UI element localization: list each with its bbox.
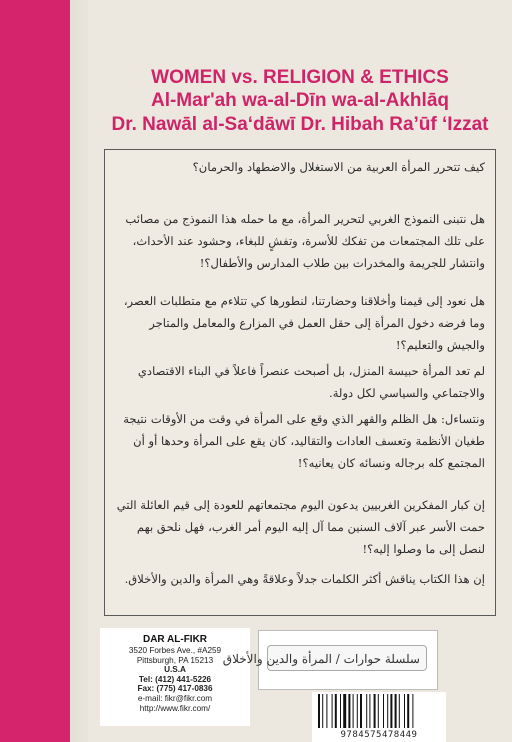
barcode-bar — [378, 694, 379, 728]
barcode-bar — [335, 694, 337, 728]
blurb-panel — [104, 149, 496, 616]
barcode-number: 9784575478449 — [340, 730, 418, 740]
barcode-bar — [360, 694, 362, 728]
barcode-bar — [412, 694, 413, 728]
barcode-bar — [404, 694, 405, 728]
publisher-address-1: 3520 Forbes Ave., #A259 — [128, 646, 222, 655]
publisher-tel: Tel: (412) 441-5226 — [138, 674, 212, 684]
barcode-bar — [399, 694, 400, 728]
barcode-bar — [343, 694, 346, 728]
barcode-bar — [322, 694, 323, 728]
barcode-bar — [369, 694, 370, 728]
blurb-paragraph-1: كيف تتحرر المرأة العربية من الاستغلال والاضطهاد والحرمان؟ — [192, 160, 485, 174]
barcode-bar — [318, 694, 320, 728]
barcode-bar — [390, 694, 392, 728]
barcode-bar — [395, 694, 397, 728]
title-block — [100, 66, 500, 137]
publisher-email: e-mail: fikr@fikr.com — [137, 693, 213, 703]
title-english: WOMEN vs. RELIGION & ETHICS — [151, 67, 449, 88]
barcode-bar — [407, 694, 409, 728]
series-label: سلسلة حوارات / المرأة والدين والأخلاق — [267, 645, 427, 671]
blurb-paragraph-2: هل نتبنى النموذج الغربي لتحرير المرأة، مع ما حمله هذا النموذج من مصائب على تلك المجتمعات من تفكك للأسرة، وتفشٍ للبغاء، وحشود عند الأحداث، وانتشار للجريمة والمخدرات بين طلاب المدارس والأطفال؟! — [125, 212, 485, 270]
blurb-paragraph-5: ونتساءل: هل الظلم والقهر الذي وقع على المرأة في وقت من الأوقات نتيجة طغيان الأنظمة وتعسف العادات والتقاليد، كان يقع على المرأة وحدها أو أن المجتمع كله برجاله ونسائه كان يعانيه؟! — [123, 412, 485, 470]
barcode-bar — [357, 694, 358, 728]
blurb-paragraph-6: إن كبار المفكرين الغربيين يدعون اليوم مجتمعاتهم للعودة إلى قيم العائلة التي حمت الأسر عبر آلاف السنين مما آل إليه اليوم أمر الغرب، فهل نلحق بهم لنصل إلى ما وصلوا إليه؟! — [116, 498, 485, 556]
publisher-website: http://www.fikr.com/ — [139, 703, 211, 713]
barcode-bar — [383, 694, 384, 728]
isbn-barcode — [312, 692, 446, 742]
authors-line: Dr. Nawāl al-Saʻdāwī Dr. Hibah Raʼūf ʻIzzat — [111, 114, 489, 135]
publisher-country: U.S.A — [164, 665, 186, 675]
publisher-box — [100, 628, 250, 726]
barcode-bar — [366, 694, 367, 728]
series-label-box — [222, 630, 438, 690]
barcode-bar — [340, 694, 341, 728]
publisher-name: DAR AL-FIKR — [142, 634, 208, 645]
title-transliteration: Al-Mar'ah wa-al-Dīn wa-al-Akhlāq — [150, 90, 449, 111]
barcode-bar — [374, 694, 376, 728]
barcode-bar — [326, 694, 327, 728]
blurb-paragraph-3: هل نعود إلى قيمنا وأخلاقنا وحضارتنا، لنطورها كي تتلاءم مع متطلبات العصر، وما فرضه دخول المرأة إلى حقل العمل في المزارع والمعامل والمتاجر والجيش والتعليم؟! — [123, 294, 485, 352]
barcode-bar — [332, 694, 333, 728]
magenta-spine-stripe — [0, 0, 70, 742]
barcode-bar — [387, 694, 388, 728]
barcode-bar — [348, 694, 350, 728]
barcode-bar — [353, 694, 354, 728]
publisher-fax: Fax: (775) 417-0836 — [137, 684, 213, 694]
barcode-bars — [316, 694, 442, 728]
blurb-paragraph-7: إن هذا الكتاب يناقش أكثر الكلمات جدلاً وعلاقةً وهي المرأة والدين والأخلاق. — [124, 572, 485, 586]
blurb-paragraph-4: لم تعد المرأة حبيسة المنزل، بل أصبحت عنصراً فاعلاً في البناء الاقتصادي والاجتماعي والسياسي لكل دولة. — [137, 364, 485, 400]
publisher-address-2: Pittsburgh, PA 15213 — [136, 655, 214, 665]
